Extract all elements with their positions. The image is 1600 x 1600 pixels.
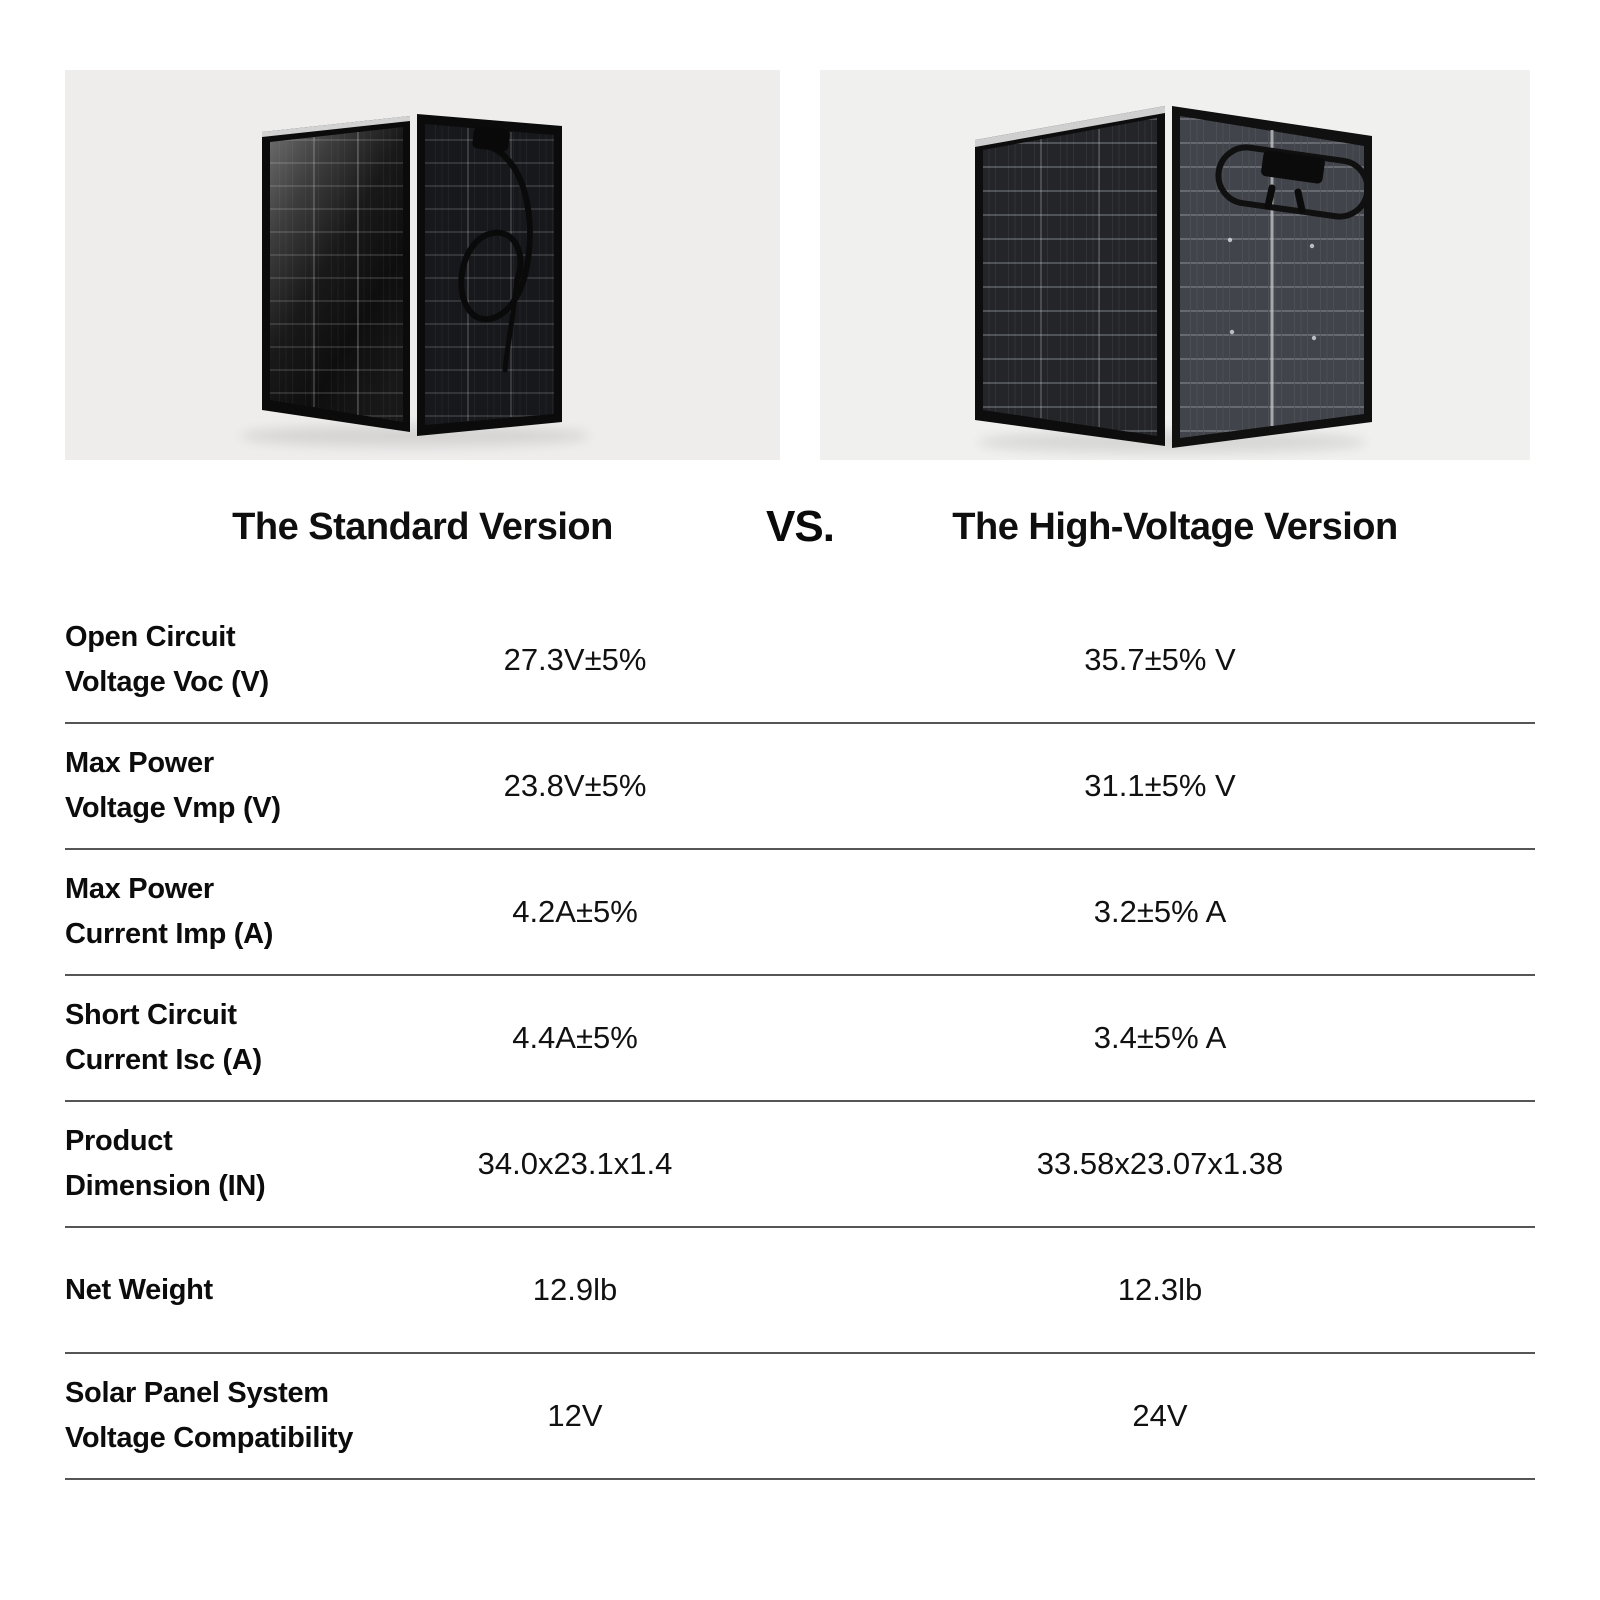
- spec-label: [65, 1371, 365, 1461]
- spec-value-high-voltage: 3.4±5% A: [1093, 1020, 1227, 1055]
- spec-label-line: Max Power: [65, 747, 214, 779]
- spec-label-line: Open Circuit: [65, 621, 236, 653]
- standard-left-panel: [262, 116, 410, 432]
- spec-label-line: Current Isc (A): [65, 1044, 262, 1076]
- spec-value-high-voltage: 31.1±5% V: [1084, 768, 1236, 803]
- spec-row-max-power-current: [65, 850, 1535, 976]
- spec-row-open-circuit-voltage: [65, 598, 1535, 724]
- high-voltage-left-panel: [975, 106, 1165, 446]
- spec-value-high-voltage: 24V: [1132, 1398, 1188, 1433]
- spec-label: [65, 615, 365, 705]
- spec-row-max-power-voltage: [65, 724, 1535, 850]
- spec-label: [65, 867, 365, 957]
- spec-label: [65, 1119, 365, 1209]
- spec-value-high-voltage: 33.58x23.07x1.38: [1036, 1146, 1284, 1181]
- hero-images: [0, 0, 1600, 460]
- spec-label-line: Net Weight: [65, 1273, 213, 1306]
- spec-value-high-voltage: 12.3lb: [1117, 1272, 1203, 1307]
- spec-label-line: Voltage Compatibility: [65, 1422, 354, 1454]
- spec-label: [65, 993, 365, 1083]
- spec-value-standard: 34.0x23.1x1.4: [477, 1146, 673, 1181]
- spec-label-line: Current Imp (A): [65, 918, 274, 950]
- standard-panels-illustration: [65, 70, 780, 460]
- spec-row-net-weight: [65, 1228, 1535, 1354]
- spec-label: [65, 1268, 365, 1313]
- spec-label-line: Product: [65, 1125, 173, 1157]
- high-voltage-version-image: [820, 70, 1530, 460]
- spec-value-high-voltage: 3.2±5% A: [1093, 894, 1227, 929]
- spec-row-short-circuit-current: [65, 976, 1535, 1102]
- spec-value-standard: 12V: [547, 1398, 603, 1433]
- spec-value-high-voltage: 35.7±5% V: [1084, 642, 1236, 677]
- spec-label-line: Dimension (IN): [65, 1170, 266, 1202]
- spec-label-line: Voltage Vmp (V): [65, 792, 281, 824]
- standard-version-image: [65, 70, 780, 460]
- high-voltage-version-title: The High-Voltage Version: [952, 505, 1398, 548]
- high-voltage-right-panel: [1172, 106, 1372, 448]
- standard-version-title: The Standard Version: [232, 505, 613, 548]
- spec-table: [65, 598, 1535, 1480]
- standard-right-panel: [417, 114, 562, 436]
- spec-label: [65, 741, 365, 831]
- spec-row-product-dimension: [65, 1102, 1535, 1228]
- spec-value-standard: 4.2A±5%: [512, 894, 638, 929]
- spec-label-line: Solar Panel System: [65, 1377, 329, 1409]
- spec-value-standard: 12.9lb: [532, 1272, 618, 1307]
- spec-row-system-voltage-compatibility: [65, 1354, 1535, 1480]
- vs-label: VS.: [766, 502, 834, 551]
- spec-value-standard: 23.8V±5%: [503, 768, 647, 803]
- spec-label-line: Short Circuit: [65, 999, 237, 1031]
- versus-header: [0, 502, 1600, 552]
- high-voltage-panels-illustration: [820, 70, 1530, 460]
- spec-label-line: Voltage Voc (V): [65, 666, 269, 698]
- spec-value-standard: 27.3V±5%: [503, 642, 647, 677]
- spec-value-standard: 4.4A±5%: [512, 1020, 638, 1055]
- spec-label-line: Max Power: [65, 873, 214, 905]
